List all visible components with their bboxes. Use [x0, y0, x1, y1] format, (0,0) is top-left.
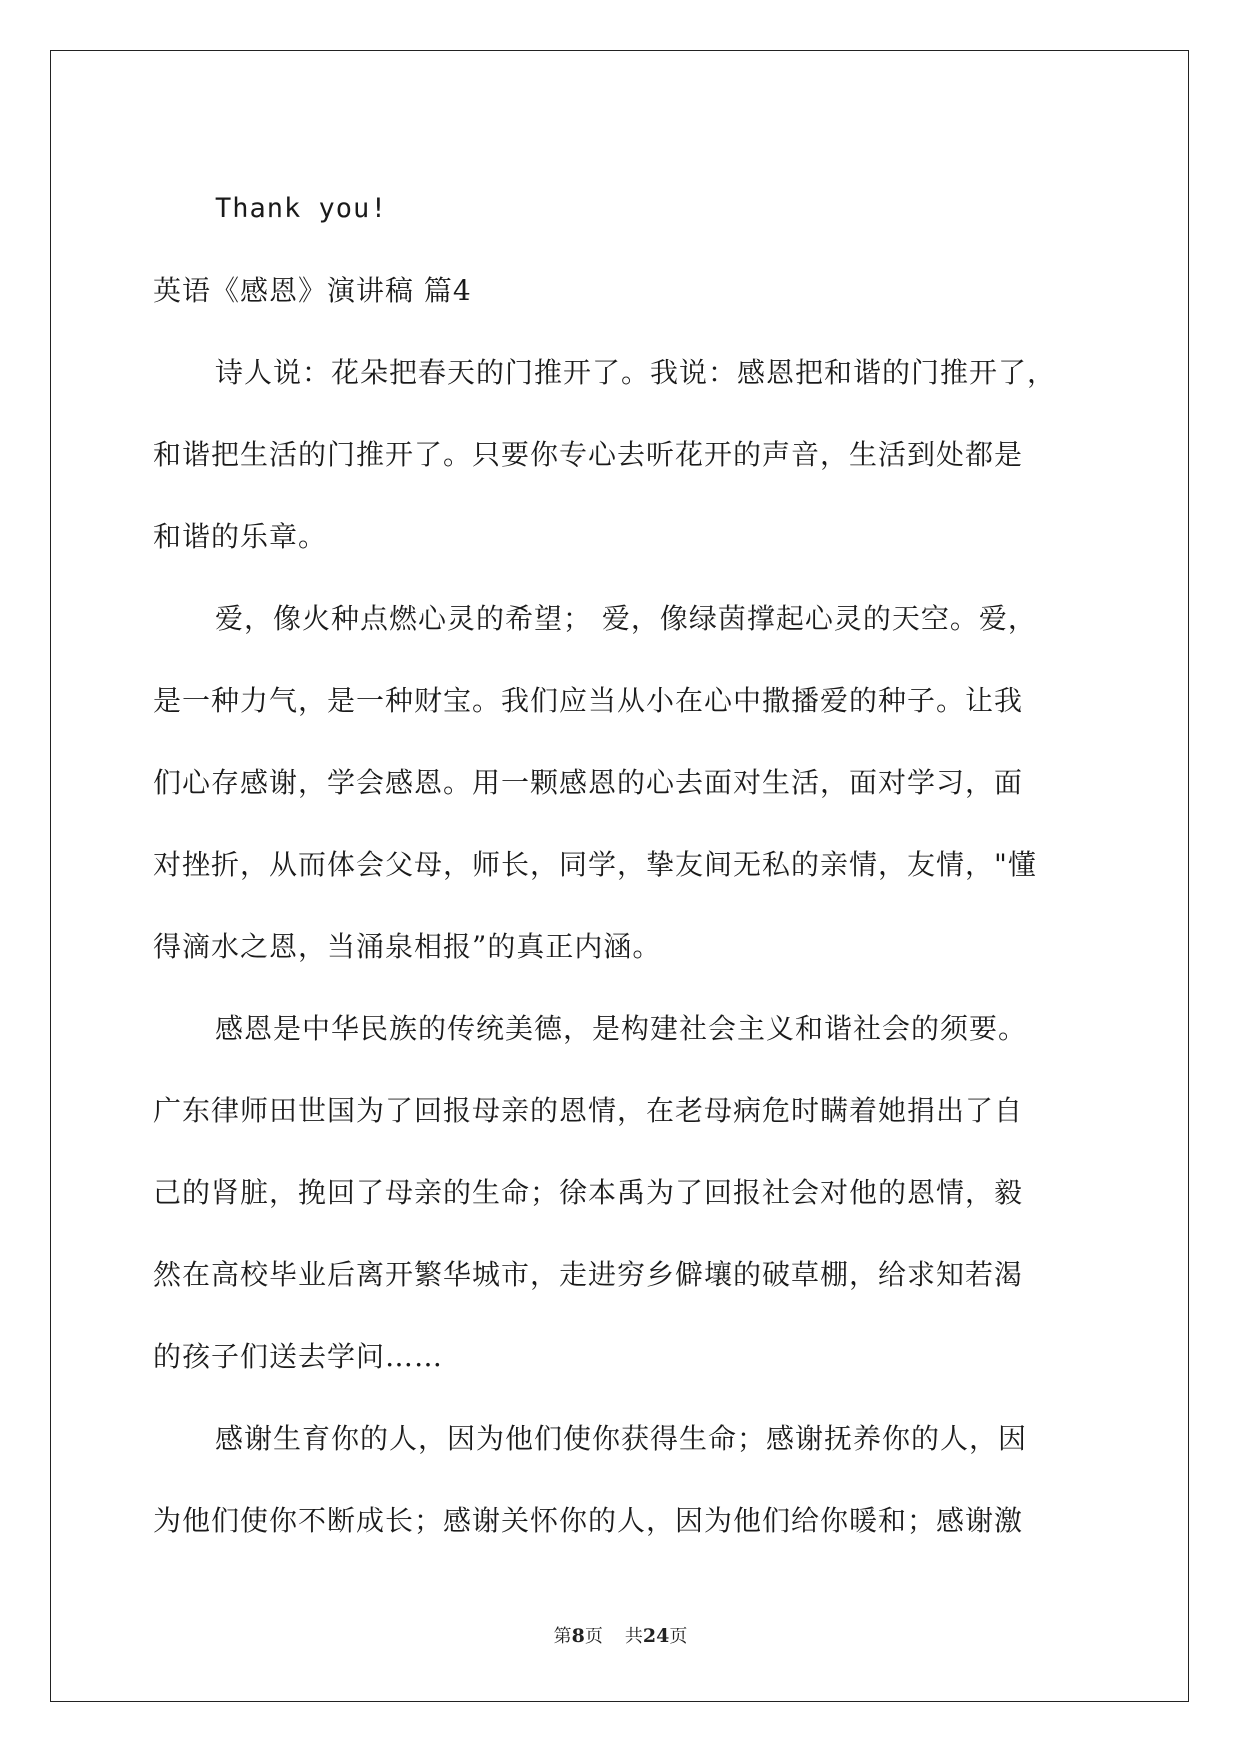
paragraph-4-line-1: 感谢生育你的人，因为他们使你获得生命；感谢抚养你的人，因 [215, 1422, 1028, 1455]
page-prefix: 第 [553, 1626, 572, 1647]
page-suffix: 页 [584, 1626, 603, 1647]
paragraph-3-line-5: 的孩子们送去学问…… [153, 1340, 444, 1373]
page-footer [0, 1622, 1241, 1648]
section-title: 英语《感恩》演讲稿 篇4 [153, 274, 472, 307]
paragraph-2-line-4: 对挫折，从而体会父母，师长，同学，挚友间无私的亲情，友情，"懂 [153, 848, 1037, 881]
total-pages: 24 [642, 1625, 670, 1647]
paragraph-2-line-1: 爱，像火种点燃心灵的希望； 爱，像绿茵撑起心灵的天空。爱， [215, 602, 1037, 635]
paragraph-1-line-3: 和谐的乐章。 [153, 520, 328, 553]
paragraph-3-line-4: 然在高校毕业后离开繁华城市，走进穷乡僻壤的破草棚，给求知若渴 [153, 1258, 1024, 1291]
paragraph-3-line-1: 感恩是中华民族的传统美德，是构建社会主义和谐社会的须要。 [215, 1012, 1028, 1045]
total-suffix: 页 [669, 1626, 688, 1647]
paragraph-4-line-2: 为他们使你不断成长；感谢关怀你的人，因为他们给你暖和；感谢激 [153, 1504, 1024, 1537]
paragraph-1-line-1: 诗人说：花朵把春天的门推开了。我说：感恩把和谐的门推开了， [215, 356, 1057, 389]
total-prefix: 共 [624, 1626, 643, 1647]
page-number: 8 [571, 1625, 585, 1647]
paragraph-2-line-5: 得滴水之恩，当涌泉相报”的真正内涵。 [153, 930, 662, 963]
paragraph-3-line-3: 己的肾脏，挽回了母亲的生命；徐本禹为了回报社会对他的恩情，毅 [153, 1176, 1024, 1209]
paragraph-2-line-2: 是一种力气，是一种财宝。我们应当从小在心中撒播爱的种子。让我 [153, 684, 1024, 717]
document-body [153, 168, 1093, 1562]
paragraph-2-line-3: 们心存感谢，学会感恩。用一颗感恩的心去面对生活，面对学习，面 [153, 766, 1024, 799]
closing-line: Thank you! [215, 193, 388, 224]
paragraph-3-line-2: 广东律师田世国为了回报母亲的恩情，在老母病危时瞒着她捐出了自 [153, 1094, 1024, 1127]
paragraph-1-line-2: 和谐把生活的门推开了。只要你专心去听花开的声音，生活到处都是 [153, 438, 1024, 471]
